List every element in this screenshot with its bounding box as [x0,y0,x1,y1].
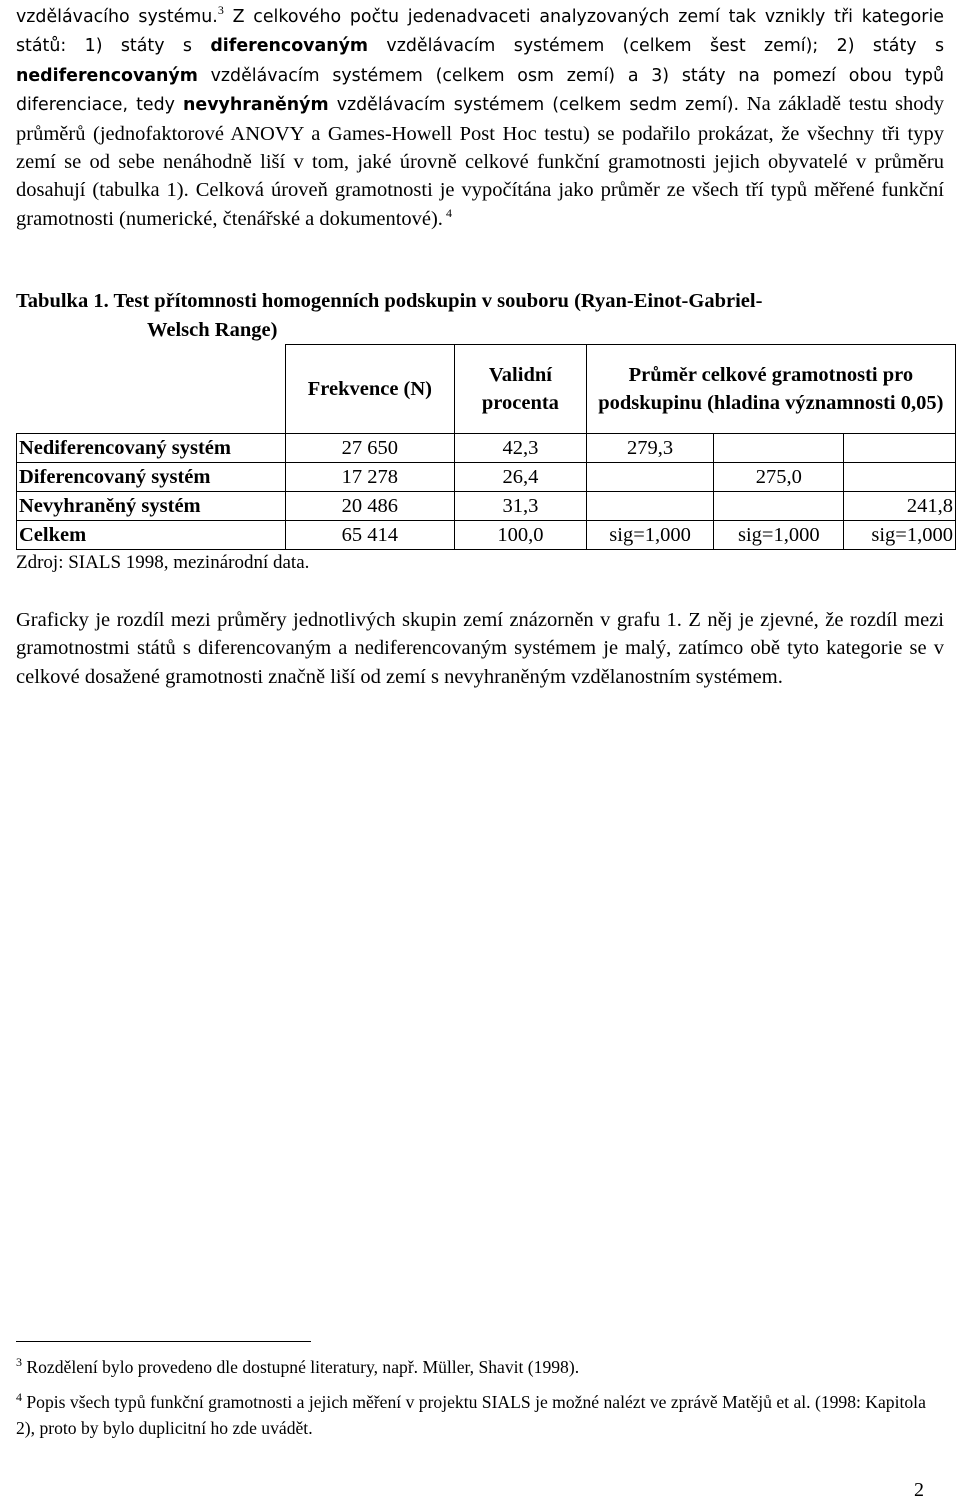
cell-subgroup-1 [586,463,714,492]
footnote-text: Popis všech typů funkční gramotnosti a jejich měření v projektu SIALS je možné nalézt ve zprávě Matějů et al. (1998: Kapitola 2), proto by bylo duplicitní ho zde uvádět. [16,1392,926,1438]
cell-subgroup-2: 275,0 [714,463,844,492]
paragraph-text: Z celkového počtu jedenadvaceti analyzovaných zemí tak vznikly tři kategorie států: 1) státy s [16,7,944,57]
table-row [17,521,956,550]
cell-percent: 26,4 [455,463,587,492]
paragraph-text: Na základě testu shody průměrů (jednofaktorové ANOVY a Games-Howell Post Hoc testu) se podařilo prokázat, že všechny tři typy zemí se od sebe nenáhodně liší v tom, jaké úrovně celkové funkční gramotnosti jejich obyvatelé v průměru dosahují (tabulka 1). Celková úroveň gramotnosti je vypočítána jako průměr ze všech tří typů měřené funkční gramotnosti (numerické, čtenářské a dokumentové). [16,93,944,230]
footnote-number: 3 [16,1355,22,1370]
bold-term: nevyhraněným [183,95,329,116]
table-header-row [17,345,956,434]
footnote-text: Rozdělení bylo provedeno dle dostupné literatury, např. Müller, Shavit (1998). [22,1357,580,1377]
cell-frequency: 27 650 [285,434,454,463]
bold-term: diferencovaným [210,36,369,57]
cell-subgroup-2 [714,492,844,521]
header-frequency: Frekvence (N) [285,345,454,434]
cell-subgroup-3 [844,434,956,463]
header-empty-cell [17,345,286,434]
body-paragraph-1 [16,2,944,233]
row-label: Nediferencovaný systém [17,434,286,463]
table-row [17,492,956,521]
footnote-divider [16,1341,311,1342]
cell-subgroup-1 [586,492,714,521]
caption-line-2: Welsch Range) [147,319,278,341]
cell-percent: 100,0 [455,521,587,550]
cell-subgroup-3: sig=1,000 [844,521,956,550]
caption-line-1: Tabulka 1. Test přítomnosti homogenních podskupin v souboru (Ryan-Einot-Gabriel- [16,290,763,312]
bold-term: nediferencovaným [16,65,198,86]
paragraph-text: vzdělávacím systémem (celkem šest zemí); 2) státy s [368,36,945,57]
paragraph-text: vzdělávacího systému. [16,7,218,27]
table-caption [16,287,944,345]
footnote-4 [16,1389,944,1441]
cell-subgroup-1: sig=1,000 [586,521,714,550]
cell-frequency: 20 486 [285,492,454,521]
paragraph-text: vzdělávacím systémem (celkem osm zemí) a 3) státy na pomezí obou typů diferenciace, tedy [16,65,944,116]
cell-percent: 42,3 [455,434,587,463]
table-row [17,434,956,463]
cell-subgroup-3: 241,8 [844,492,956,521]
header-valid-percent: Validní procenta [455,345,587,434]
row-label: Diferencovaný systém [17,463,286,492]
cell-frequency: 17 278 [285,463,454,492]
table-source: Zdroj: SIALS 1998, mezinárodní data. [16,552,310,573]
footnote-number: 4 [16,1390,22,1405]
row-label: Celkem [17,521,286,550]
body-paragraph-2: Graficky je rozdíl mezi průměry jednotlivých skupin zemí znázorněn v grafu 1. Z něj je zjevné, že rozdíl mezi gramotnostmi států s diferencovaným a nediferencovaným systémem je malý, zatímco obě tyto kategorie se v celkové dosažené gramotnosti značně liší od zemí s nevyhraněným vzdělanostním systémem. [16,609,944,688]
results-table [16,344,956,550]
header-mean-literacy: Průměr celkové gramotnosti pro podskupinu (hladina významnosti 0,05) [586,345,955,434]
cell-percent: 31,3 [455,492,587,521]
cell-subgroup-1: 279,3 [586,434,714,463]
cell-subgroup-3 [844,463,956,492]
footnote-3 [16,1354,944,1380]
footnote-ref-4: 4 [442,206,452,221]
page-number: 2 [914,1479,924,1501]
table-row [17,463,956,492]
paragraph-text: vzdělávacím systémem (celkem sedm zemí). [328,95,740,116]
footnote-ref-3: 3 [217,3,224,18]
cell-subgroup-2 [714,434,844,463]
cell-subgroup-2: sig=1,000 [714,521,844,550]
row-label: Nevyhraněný systém [17,492,286,521]
cell-frequency: 65 414 [285,521,454,550]
